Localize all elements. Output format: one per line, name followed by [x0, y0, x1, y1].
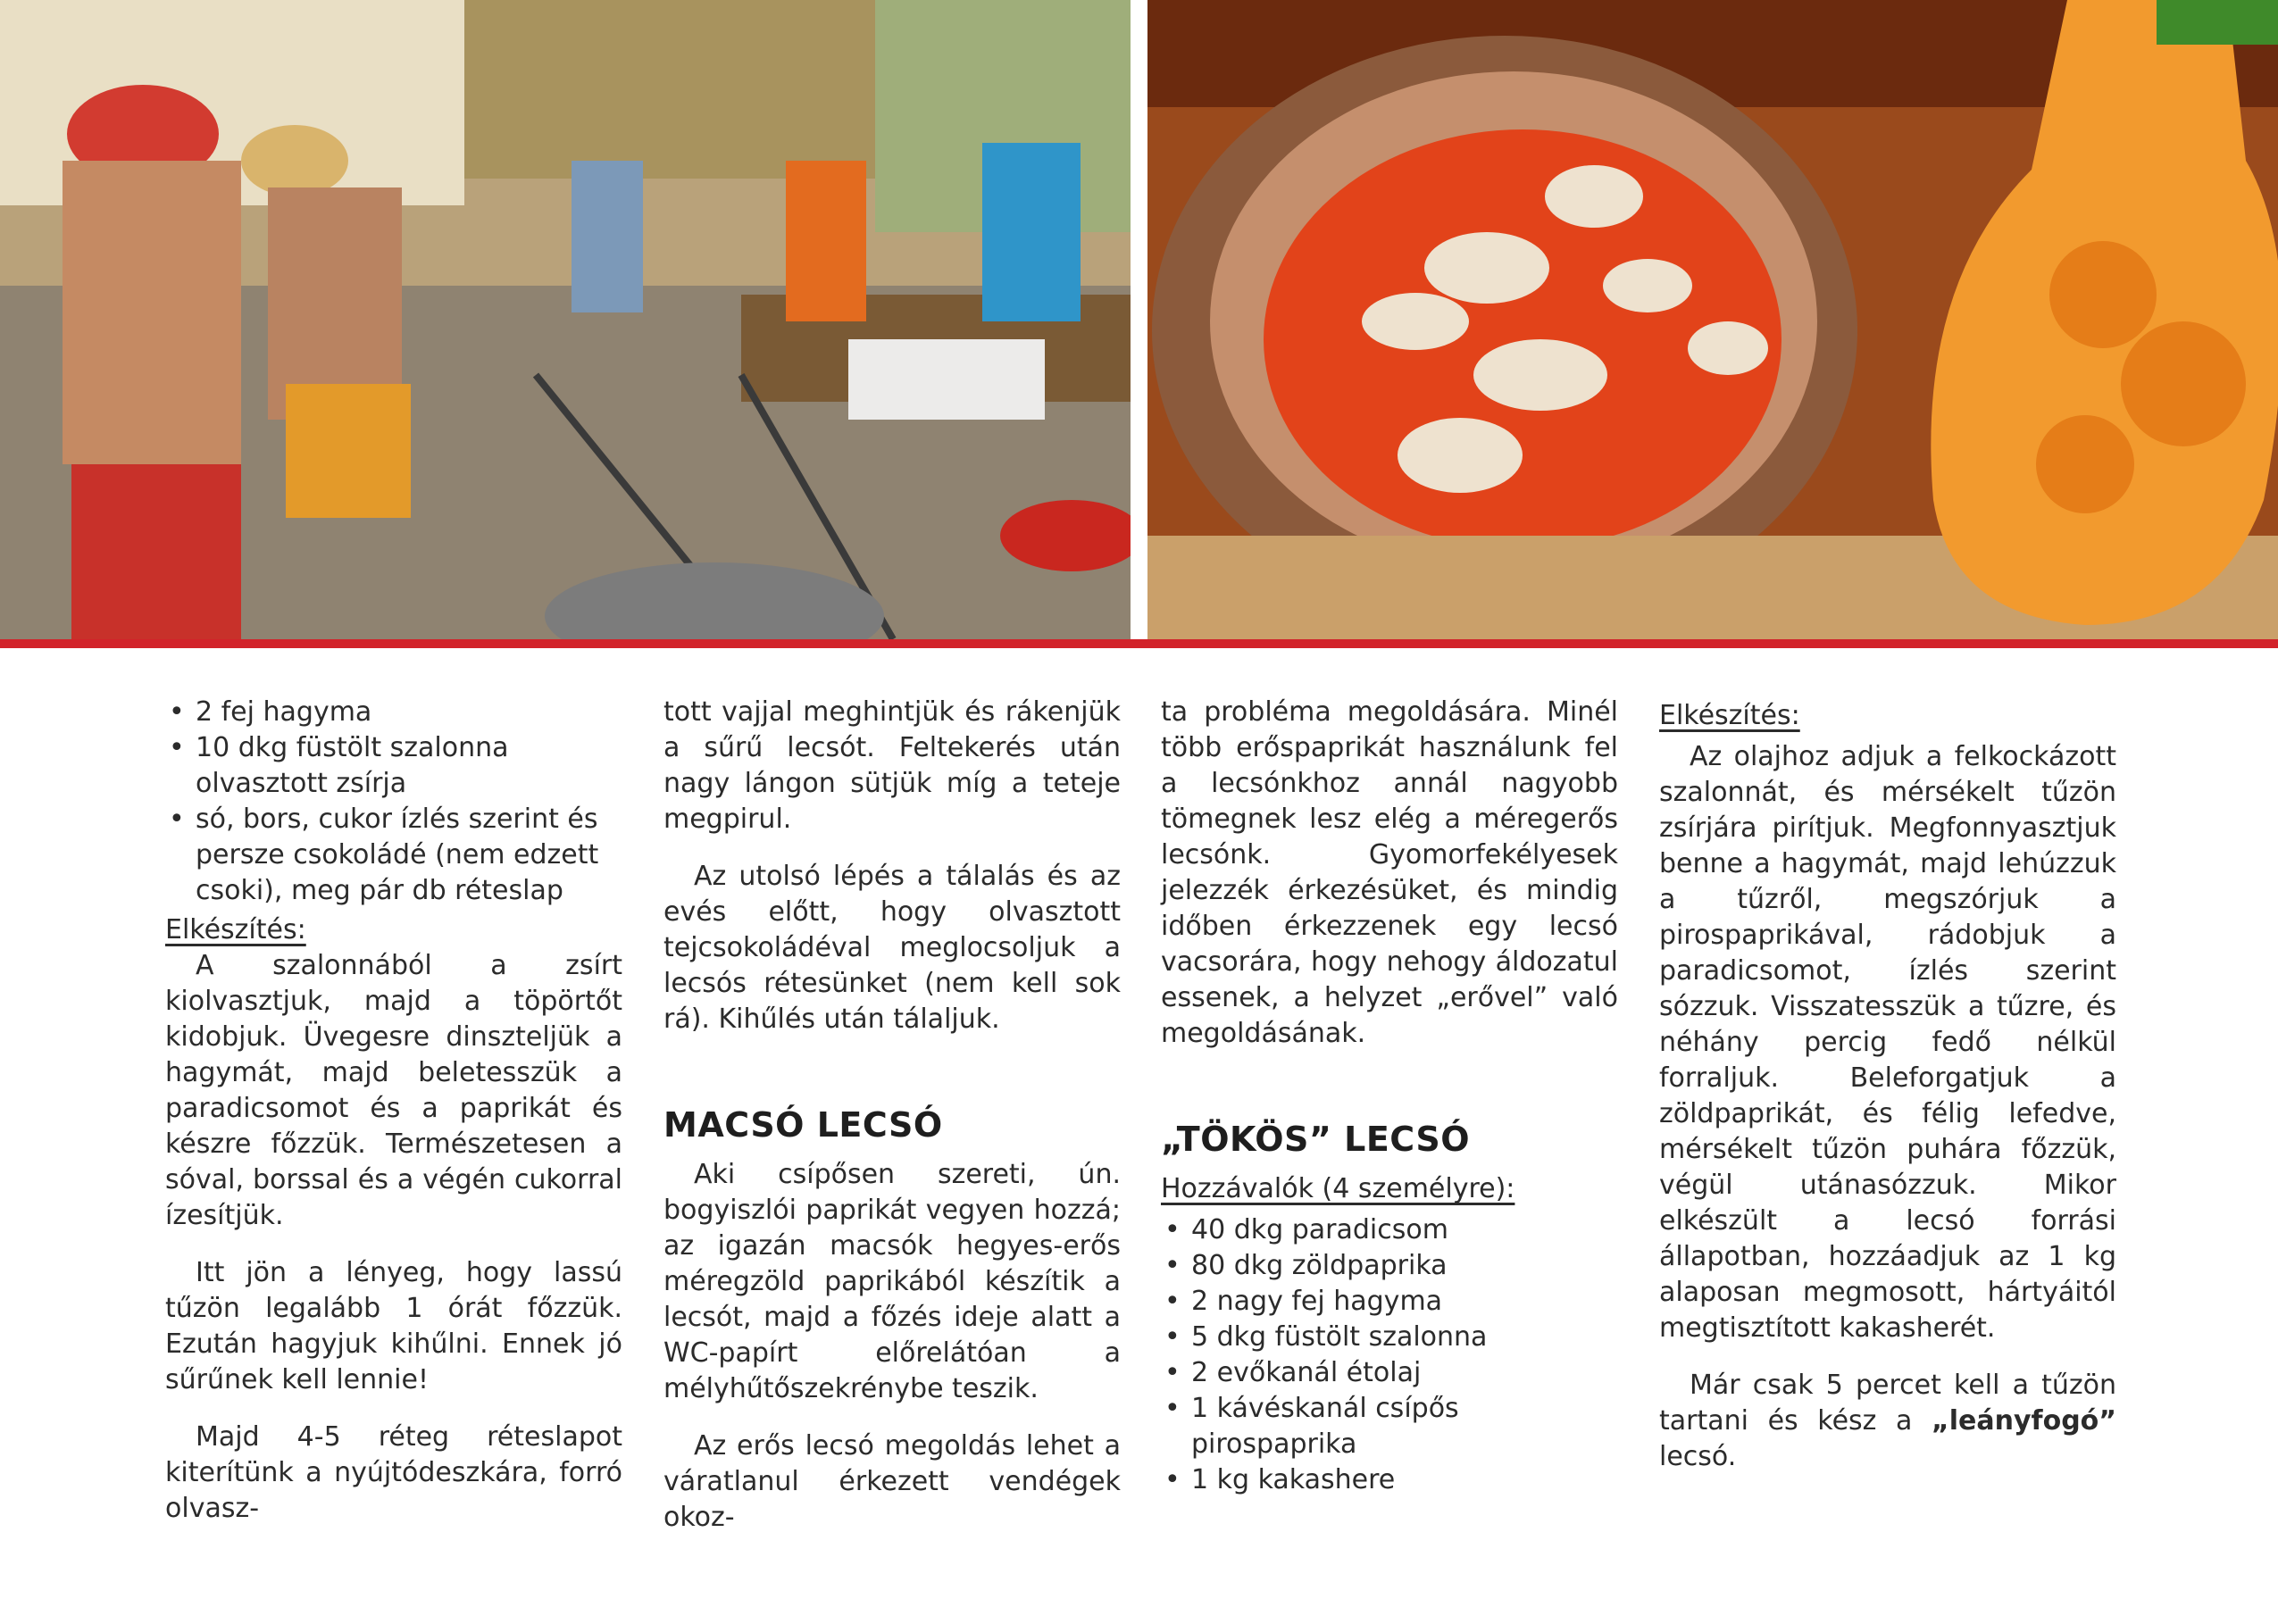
recipe-heading-macso: MACSÓ LECSÓ	[663, 1105, 943, 1145]
paragraph: Az utolsó lépés a tálalás és az evés előtt, hogy olvasztott tejcsokoládéval meglocsoljuk a lecsós rétesünket (nem kell sok rá). Kihűlés után tálaljuk.	[663, 861, 1121, 1035]
recipe-heading-tokos: „TÖKÖS” LECSÓ	[1161, 1120, 1471, 1159]
paragraph: A szalonnából a zsírt kiolvasztjuk, majd a töpörtőt kidobjuk. Üvegesre dinszteljük a hagymát, majd beletesszük a paradicsomot és a paprikát és készre főzzük. Természetesen a sóval, borssal és a végén cukorral ízesítjük.	[165, 950, 622, 1231]
paragraph: Itt jön a lényeg, hogy lassú tűzön legalább 1 órát főzzük. Ezután hagyjuk kihűlni. Ennek jó sűrűnek kell lennie!	[165, 1257, 622, 1395]
list-item: • só, bors, cukor ízlés szerint és persze csokoládé (nem edzett csoki), meg pár db réteslap	[165, 802, 622, 909]
paragraph: ta probléma megoldására. Minél több erőspaprikát használunk fel a lecsónkhoz annál nagyobb tömegnek lesz elég a méregerős lecsónk. Gyomorfekélyesek jelezzék érkezésüket, és mindig időben érkezzenek egy lecsó vacsorára, hogy nehogy áldozatul essenek, a helyzet „erővel” való megoldásának.	[1161, 696, 1618, 1049]
list-item: • 2 nagy fej hagyma	[1161, 1284, 1618, 1320]
lecso-dish-photo	[1147, 0, 2278, 639]
festival-photo	[0, 0, 1131, 639]
paragraph: Majd 4-5 réteg réteslapot kiterítünk a nyújtódeszkára, forró olvasz-	[165, 1421, 622, 1524]
list-item: • 10 dkg füstölt szalonna olvasztott zsírja	[165, 730, 622, 802]
list-item: • 40 dkg paradicsom	[1161, 1212, 1618, 1248]
text-column-3	[1161, 695, 1618, 1498]
list-item: • 1 kg kakashere	[1161, 1462, 1618, 1498]
text-column-4	[1659, 695, 2116, 1496]
paragraph: Az olajhoz adjuk a felkockázott szalonnát, és mérsékelt tűzön zsírjára pirítjuk. Megfonnyasztjuk benne a hagymát, majd lehúzzuk a tűzről, megszórjuk a pirospaprikával, rádobjuk a paradicsomot, ízlés szerint sózzuk. Visszatesszük a tűzre, és néhány percig fedő nélkül forraljuk. Beleforgatjuk a zöldpaprikát, és félig lefedve, mérsékelt tűzön puhára főzzük, végül utánasózzuk. Mikor elkészült a lecsó forrási állapotban, hozzáadjuk az 1 kg alaposan megmosott, hártyáitól megtisztított kakasherét.	[1659, 741, 2116, 1344]
text-column-2	[663, 695, 1121, 1557]
list-item: • 5 dkg füstölt szalonna	[1161, 1320, 1618, 1355]
prep-label: Elkészítés:	[1659, 700, 1800, 731]
paragraph-final	[1659, 1368, 2116, 1475]
text-column-1	[165, 695, 622, 1548]
bold-recipe-name: „leányfogó”	[1932, 1405, 2116, 1437]
ingredients-label: Hozzávalók (4 személyre):	[1161, 1173, 1515, 1204]
list-item: • 1 kávéskanál csípős pirospaprika	[1161, 1391, 1618, 1462]
text-run: Már csak 5 percet kell a tűzön tartani és kész a	[1659, 1370, 2116, 1437]
paragraph: Aki csípősen szereti, ún. bogyiszlói paprikát vegyen hozzá; az igazán macsók hegyes-erős méregzöld paprikából készítik a lecsót, majd a főzés ideje alatt a WC-papírt előrelátóan a mélyhűtőszekrénybe teszik.	[663, 1159, 1121, 1404]
text-run: lecsó.	[1659, 1441, 1737, 1472]
list-item: • 80 dkg zöldpaprika	[1161, 1248, 1618, 1284]
paragraph: Az erős lecsó megoldás lehet a váratlanul érkezett vendégek okoz-	[663, 1430, 1121, 1533]
list-item: • 2 evőkanál étolaj	[1161, 1355, 1618, 1391]
ingredient-list	[165, 695, 622, 909]
ingredient-list	[1161, 1212, 1618, 1498]
paragraph: tott vajjal meghintjük és rákenjük a sűrű lecsót. Feltekerés után nagy lángon sütjük míg a teteje megpirul.	[663, 696, 1121, 835]
prep-label: Elkészítés:	[165, 914, 306, 945]
red-divider-rule	[0, 639, 2278, 648]
list-item: • 2 fej hagyma	[165, 695, 622, 730]
